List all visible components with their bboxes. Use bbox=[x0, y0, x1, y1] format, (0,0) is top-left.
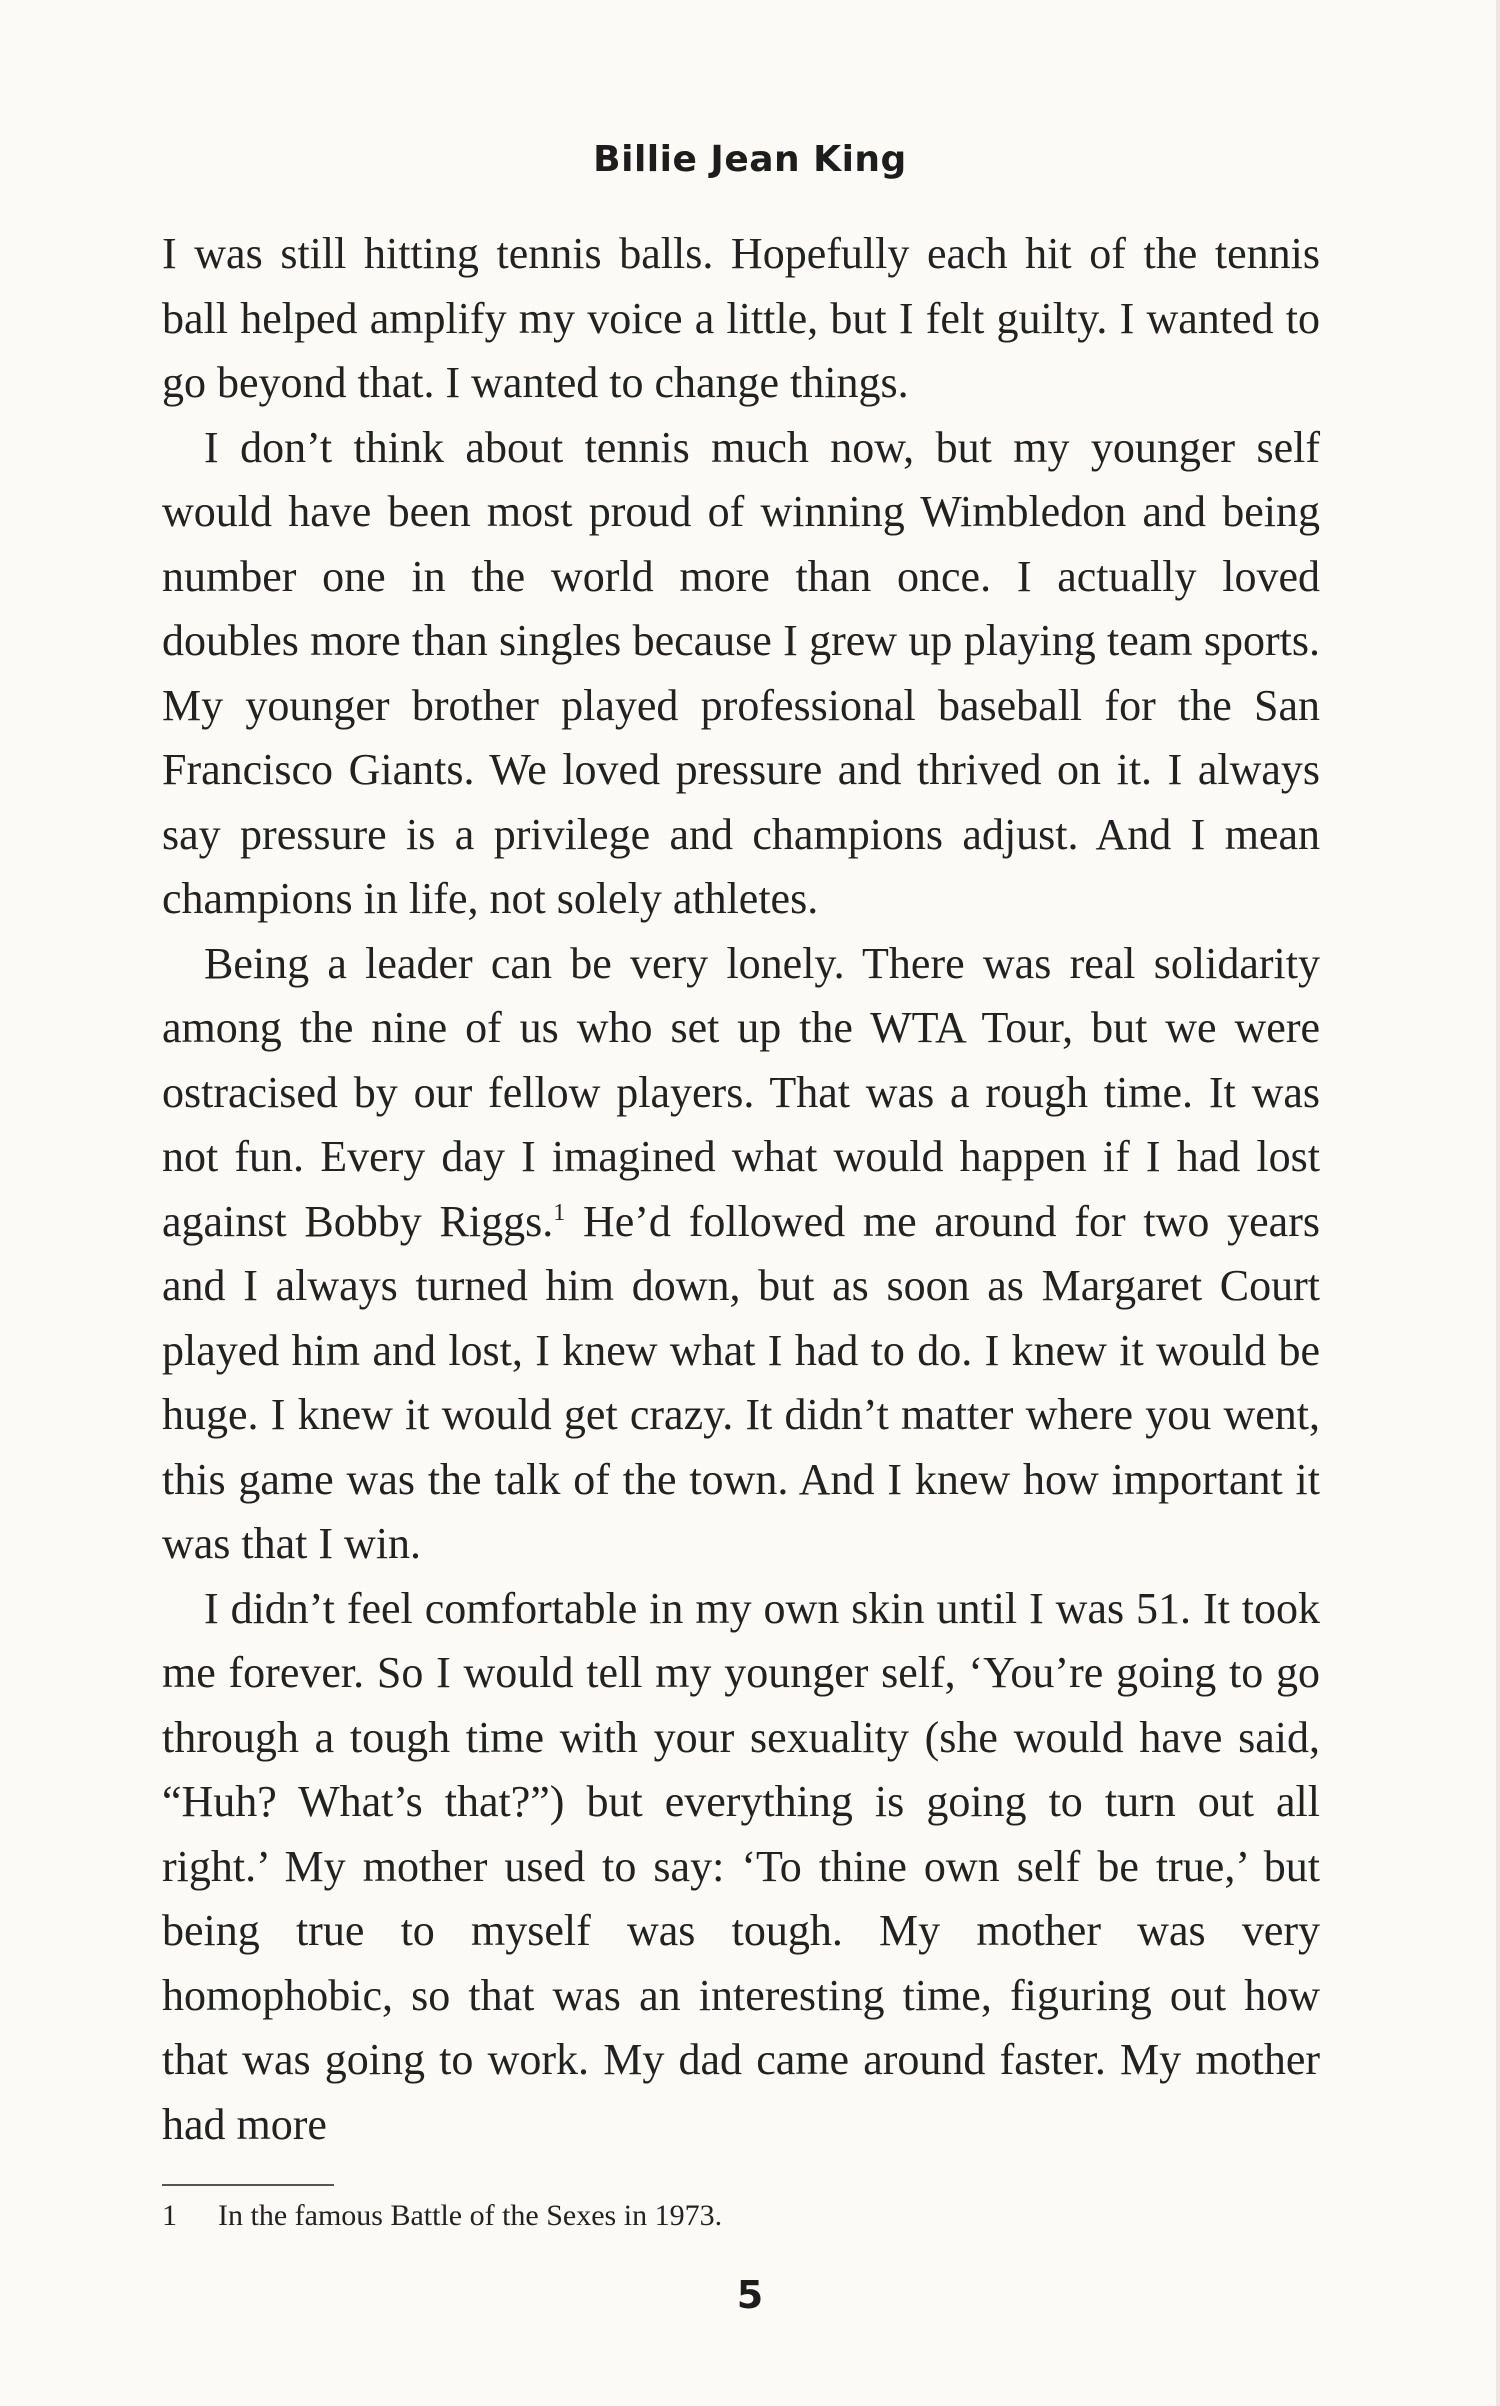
footnote-number: 1 bbox=[162, 2199, 177, 2232]
running-head: Billie Jean King bbox=[593, 139, 907, 180]
paragraph-2: I don’t think about tennis much now, but my younger self would have been most proud of winning Wimbledon and being number one in the world more than once. I actually loved doubles more than singles because I grew up playing team sports. My younger brother played professional baseball for the San Francisco Giants. We loved pressure and thrived on it. I always say pressure is a privilege and champions adjust. And I mean champions in life, not solely athletes. bbox=[162, 422, 1320, 923]
paragraph-3 bbox=[162, 932, 1320, 1577]
page-edge bbox=[1496, 0, 1500, 2406]
footnote bbox=[162, 2196, 1320, 2236]
footnote-reference[interactable]: 1 bbox=[553, 1199, 566, 1226]
paragraph-3-text-before-ref: Being a leader can be very lonely. There was real solidarity among the nine of us who set up the WTA Tour, but we were ostracised by our fellow players. That was a rough time. It was not fun. Every day I imagined what would happen if I had lost against Bobby Riggs. bbox=[162, 938, 1320, 1246]
footnote-divider bbox=[162, 2184, 334, 2186]
page-number: 5 bbox=[736, 2273, 764, 2317]
paragraph-4: I didn’t feel comfortable in my own skin until I was 51. It took me forever. So I would tell my younger self, ‘You’re going to go through a tough time with your sexuality (she would have said, “Huh? What’s that?”) but everything is going to turn out all right.’ My mother used to say: ‘To thine own self be true,’ but being true to myself was tough. My mother was very homophobic, so that was an interesting time, figuring out how that was going to work. My dad came around faster. My mother had more bbox=[162, 1583, 1320, 2149]
paragraph-3-text-after-ref: He’d followed me around for two years and I always turned him down, but as soon as Margaret Court played him and lost, I knew what I had to do. I knew it would be huge. I knew it would get crazy. It didn’t matter where you went, this game was the talk of the town. And I knew how important it was that I win. bbox=[162, 1196, 1320, 1568]
body-text bbox=[162, 222, 1320, 2157]
paragraph-1: I was still hitting tennis balls. Hopefully each hit of the tennis ball helped amplify my voice a little, but I felt guilty. I wanted to go beyond that. I wanted to change things. bbox=[162, 229, 1320, 407]
footnote-text: In the famous Battle of the Sexes in 1973. bbox=[218, 2199, 723, 2232]
